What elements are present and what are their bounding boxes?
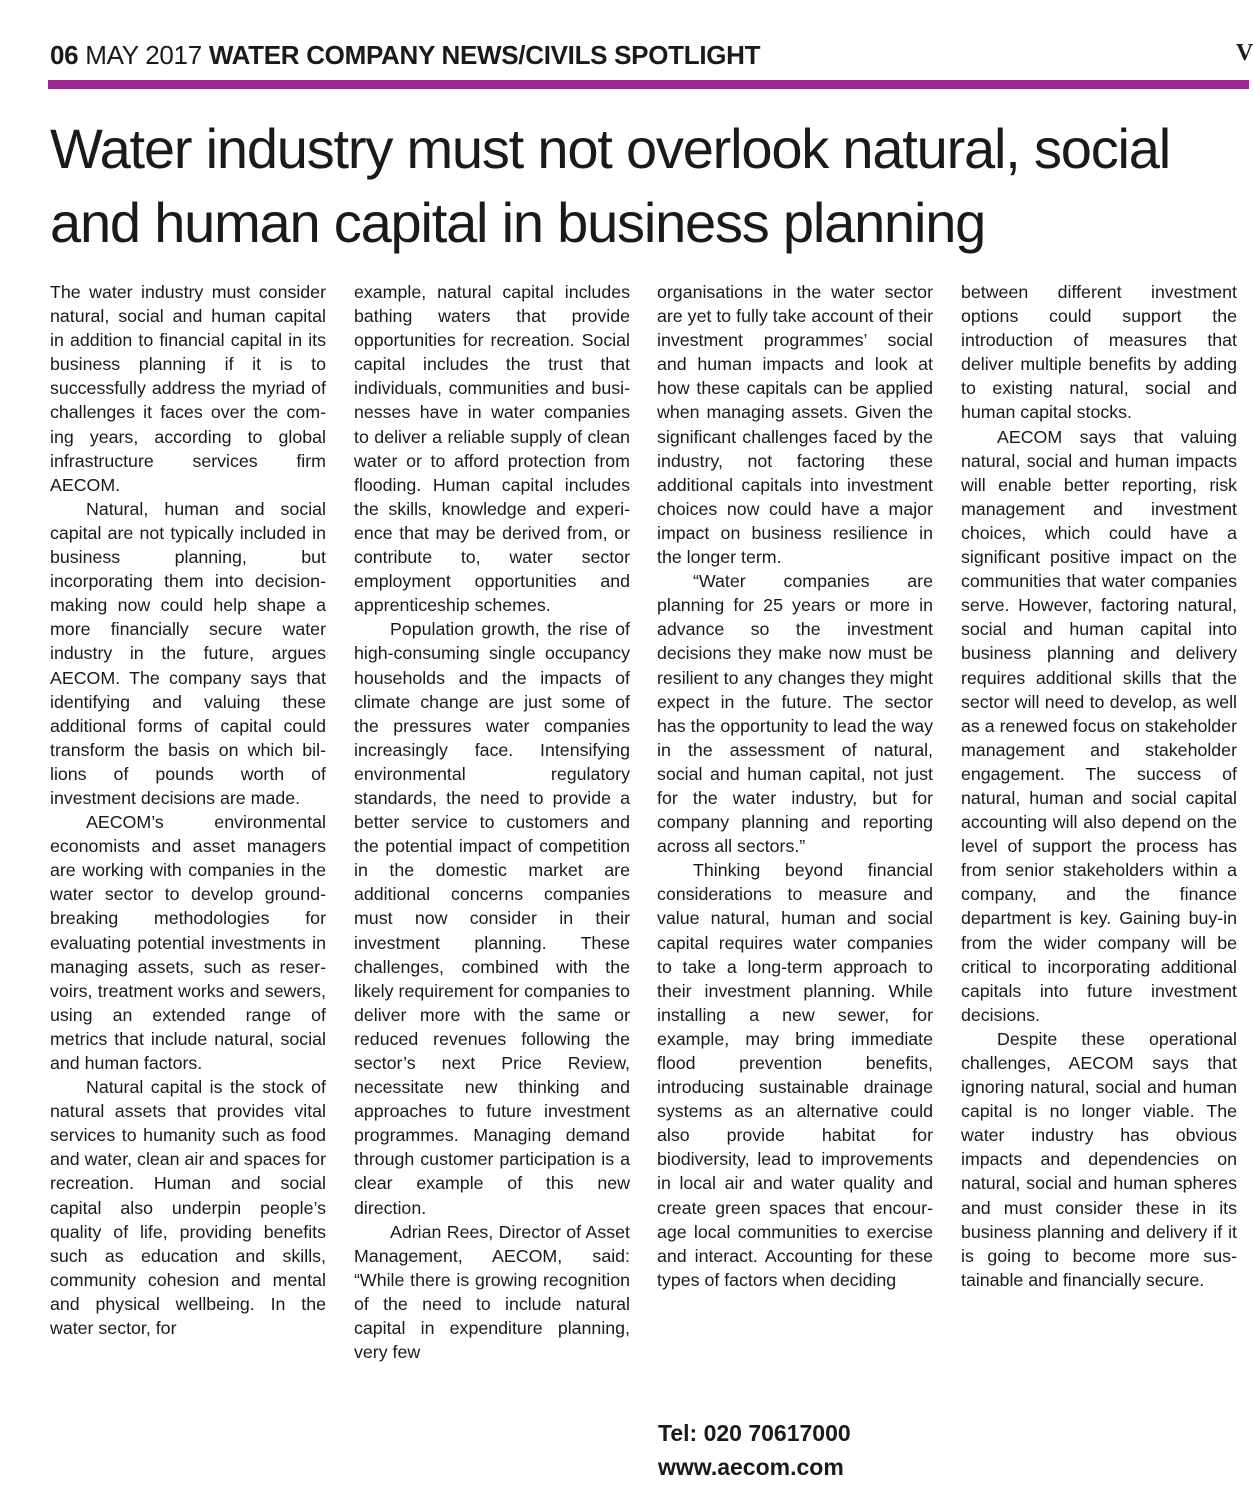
paragraph: Thinking beyond financial considerations to measure and value natural, human and social capital requires water companies to take a long-term approach to their investment planning. While installing a new sewer, for example, may bring immediate flood prevention benefits, introducing sustainable drainage systems as an alternative could also provide habitat for biodiversity, lead to improvements in local air and water quality and create green spaces that encourage local communities to exercise and interact. Accounting for these types of factors when deciding (657, 860, 933, 1290)
paragraph: “Water companies are planning for 25 years or more in advance so the investment decisions they make now must be resilient to any changes they might expect in the future. The sector has the opportunity to lead the way in the assessment of natural, social and human capital, not just for the water industry, but for company planning and reporting across all sectors.” (657, 571, 933, 857)
article-headline: Water industry must not overlook natural, social and human capital in business planning (50, 117, 1170, 254)
article-column-3 (657, 280, 933, 1292)
paragraph: AECOM says that valuing natural, social and human impacts will enable better reporting, risk management and investment choices, which could have a significant positive impact on the communities that water companies serve. However, factoring natural, social and human capital into business planning and delivery requires additional skills that the sector will need to develop, as well as a renewed focus on stakeholder management and stakeholder engagement. The success of natural, human and social capital accounting will also depend on the level of support the process has from senior stakeholders within a company, and the finance department is key. Gaining buy-in from the wider company will be critical to incorporating additional capitals into future investment decisions. (961, 426, 1237, 1025)
section-title: WATER COMPANY NEWS/CIVILS SPOTLIGHT (208, 40, 761, 70)
paragraph: The water industry must consider natural, social and human capital in addition to financial capital in its business planning if it is to successfully address the myriad of challenges it faces over the coming years, according to global infrastructure services firm AECOM. (50, 282, 326, 495)
paragraph: between different investment options could support the introduction of measures that deliver multiple benefits by adding to existing natural, social and human capital stocks. (961, 282, 1237, 423)
paragraph: organisations in the water sector are yet to fully take account of their investment programmes’ social and human impacts and look at how these capitals can be applied when managing assets. Given the significant challenges faced by the industry, not factoring these additional capitals into investment choices now could have a major impact on business resilience in the longer term. (657, 282, 933, 568)
header-divider (48, 80, 1249, 89)
paragraph: Natural capital is the stock of natural assets that provides vital services to humanity such as food and water, clean air and spaces for recreation. Human and social capital also underpin people’s quality of life, providing benefits such as education and skills, community cohesion and mental and physical wellbeing. In the water sector, for (50, 1077, 326, 1339)
paragraph: Natural, human and social capital are not typically included in business planning, but incorporating them into decision-making now could help shape a more financially secure water industry in the future, argues AECOM. The company says that identifying and valuing these additional forms of capital could transform the basis on which billions of pounds worth of investment decisions are made. (50, 498, 326, 808)
contact-website[interactable]: www.aecom.com (658, 1454, 844, 1480)
page-header (50, 38, 760, 72)
paragraph: AECOM’s environmental economists and asset managers are working with companies in the water sector to develop ground-breaking methodologies for evaluating potential investments in managing assets, such as reservoirs, treatment works and sewers, using an extended range of metrics that include natural, social and human factors. (50, 812, 326, 1073)
paragraph: example, natural capital includes bathing waters that provide opportunities for recreation. Social capital includes the trust that individuals, communities and businesses have in water companies to deliver a reliable supply of clean water or to afford protection from flooding. Human capital includes the skills, knowledge and experience that may be derived from, or contribute to, water sector employment opportunities and apprenticeship schemes. (354, 282, 630, 616)
article-column-1 (50, 280, 326, 1340)
contact-telephone: Tel: 020 70617000 (658, 1420, 851, 1446)
page-number: 06 (50, 40, 79, 70)
article-column-4 (961, 280, 1237, 1292)
next-page-edge-letter: V (1236, 40, 1253, 66)
paragraph: Population growth, the rise of high-consuming single occupancy households and the impacts of climate change are just some of the pressures water companies increasingly face. Intensifying environmental regulatory standards, the need to provide a better service to customers and the potential impact of competition in the domestic market are additional concerns companies must now consider in their investment planning. These challenges, combined with the likely requirement for companies to deliver more with the same or reduced revenues following the sector’s next Price Review, necessitate new thinking and approaches to future investment programmes. Managing demand through customer participation is a clear example of this new direction. (354, 619, 630, 1218)
paragraph: Despite these operational challenges, AECOM says that ignoring natural, social and human capital is no longer viable. The water industry has obvious impacts and dependencies on natural, social and human spheres and must consider these in its business planning and delivery if it is going to become more sustainable and financially secure. (961, 1028, 1237, 1290)
issue-date: MAY 2017 (85, 40, 202, 70)
paragraph: Adrian Rees, Director of Asset Management, AECOM, said: “While there is growing recognition of the need to include natural capital in expenditure planning, very few (354, 1221, 630, 1363)
article-column-2 (354, 280, 630, 1364)
